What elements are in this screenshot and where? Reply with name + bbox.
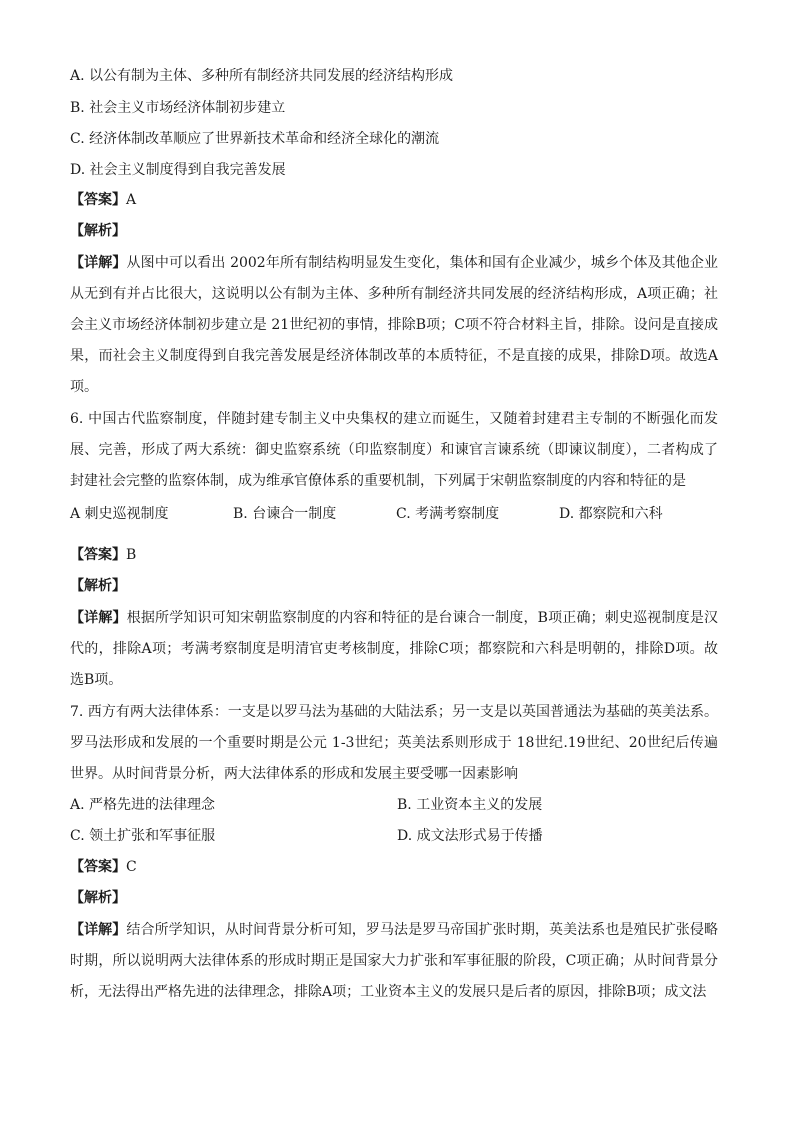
detail-tag: 【详解】	[70, 255, 127, 271]
option-b: B. 台谏合一制度	[233, 506, 337, 522]
question-stem: 7. 西方有两大法律体系：一支是以罗马法为基础的大陆法系；另一支是以英国普通法为基础的英美法系。罗马法形成和发展的一个重要时期是公元 1-3世纪；英美法系则形成于 18世纪.19世纪、20世纪后传遍世界。从时间背景分析，两大法律体系的形成和发展主要受哪一因素影响	[70, 704, 718, 782]
answer-tag: 【答案】	[70, 192, 126, 208]
detail-tag: 【详解】	[70, 610, 127, 626]
option-a: A. 以公有制为主体、多种所有制经济共同发展的经济结构形成	[70, 68, 454, 84]
option-c: C. 领土扩张和军事征服	[70, 828, 216, 844]
option-b: B. 社会主义市场经济体制初步建立	[70, 100, 286, 116]
option-c: C. 经济体制改革顺应了世界新技术革命和经济全球化的潮流	[70, 131, 440, 147]
detail-text: 结合所学知识，从时间背景分析可知，罗马法是罗马帝国扩张时期，英美法系也是殖民扩张侵略时期，所以说明两大法律体系的形成时期正是国家大力扩张和军事征服的阶段，C项正确；从时间背景分析，无法得出严格先进的法律理念，排除A项；工业资本主义的发展只是后者的原因，排除B项；成文法	[70, 922, 719, 1000]
analysis-tag	[70, 576, 126, 596]
explanation-paragraph	[70, 915, 718, 1008]
explanation-paragraph	[70, 603, 718, 696]
option-c: C. 考满考察制度	[396, 506, 500, 522]
analysis-label: 【解析】	[70, 223, 126, 239]
explanation-paragraph	[70, 248, 718, 403]
analysis-label: 【解析】	[70, 578, 126, 594]
option-b: B. 工业资本主义的发展	[397, 797, 543, 813]
analysis-label: 【解析】	[70, 890, 126, 906]
option-d: D. 社会主义制度得到自我完善发展	[70, 162, 286, 178]
option-d: D. 成文法形式易于传播	[397, 828, 543, 844]
answer-value: C	[126, 859, 137, 875]
question-stem: 6. 中国古代监察制度，伴随封建专制主义中央集权的建立而诞生，又随着封建君主专制的不断强化而发展、完善，形成了两大系统：御史监察系统（印监察制度）和谏官言谏系统（即谏议制度），二者构成了封建社会完整的监察体制，成为维承官僚体系的重要机制，下列属于宋朝监察制度的内容和特征的是	[70, 411, 718, 489]
detail-text: 根据所学知识可知宋朝监察制度的内容和特征的是台谏合一制度，B项正确；刺史巡视制度是汉代的，排除A项；考满考察制度是明清官吏考核制度，排除C项；都察院和六科是明朝的，排除D项。故选B项。	[70, 610, 718, 688]
option-d: D. 都察院和六科	[559, 506, 663, 522]
option-a: A. 严格先进的法律理念	[70, 797, 216, 813]
option-a: A 刺史巡视制度	[70, 506, 169, 522]
answer-value: A	[126, 192, 137, 208]
detail-text: 从图中可以看出 2002年所有制结构明显发生变化，集体和国有企业减少，城乡个体及其他企业从无到有并占比很大，这说明以公有制为主体、多种所有制经济共同发展的经济结构形成，A项正确；社会主义市场经济体制初步建立是 21世纪初的事情，排除B项；C项不符合材料主旨，排除。设问是直接成果，而社会主义制度得到自我完善发展是经济体制改革的本质特征，不是直接的成果，排除D项。故选A项。	[70, 255, 719, 395]
answer-line	[70, 545, 136, 565]
detail-tag: 【详解】	[70, 922, 127, 938]
answer-tag: 【答案】	[70, 547, 126, 563]
answer-tag: 【答案】	[70, 859, 126, 875]
analysis-tag	[70, 221, 126, 241]
analysis-tag	[70, 888, 126, 908]
answer-value: B	[126, 547, 137, 563]
answer-line	[70, 857, 137, 877]
answer-line	[70, 190, 136, 210]
